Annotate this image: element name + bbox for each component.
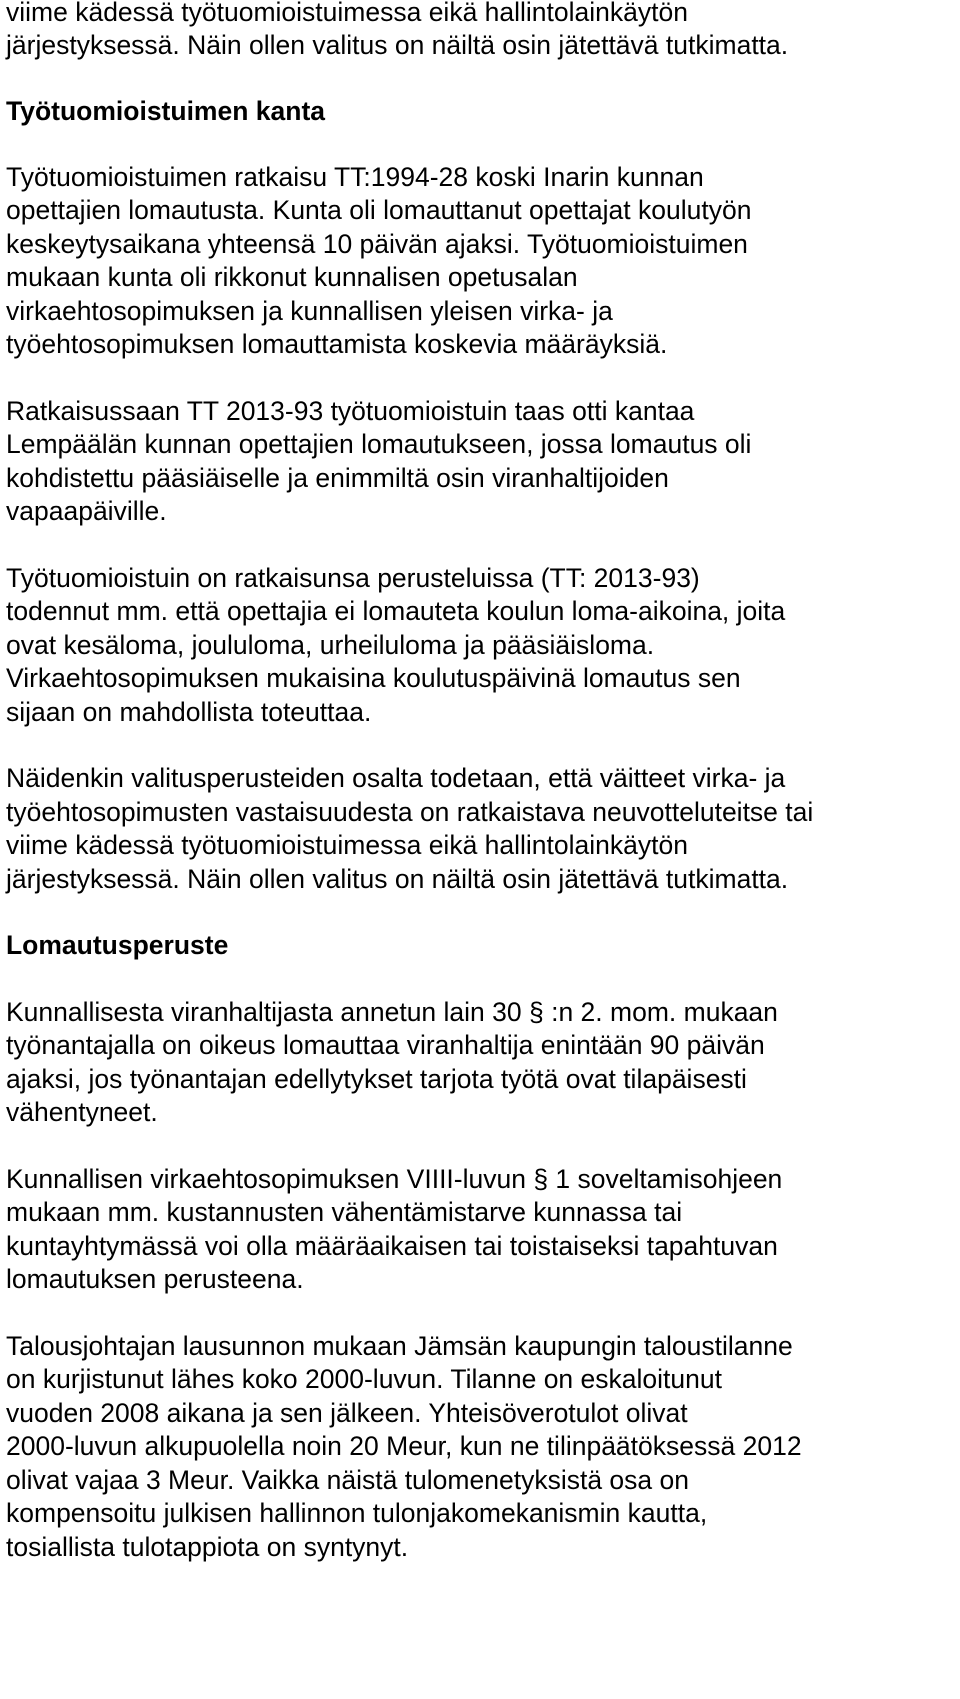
- text-line: Näidenkin valitusperusteiden osalta todetaan, että väitteet virka- ja: [6, 763, 786, 793]
- text-line: työehtosopimuksen lomauttamista koskevia määräyksiä.: [6, 329, 668, 359]
- text-line: ajaksi, jos työnantajan edellytykset tarjota työtä ovat tilapäisesti: [6, 1064, 747, 1094]
- text-line: opettajien lomautusta. Kunta oli lomauttanut opettajat koulutyön: [6, 195, 752, 225]
- text-line: 2000-luvun alkupuolella noin 20 Meur, kun ne tilinpäätöksessä 2012: [6, 1431, 802, 1461]
- text-line: Työtuomioistuimen ratkaisu TT:1994-28 koski Inarin kunnan: [6, 162, 704, 192]
- text-line: mukaan kunta oli rikkonut kunnalisen opetusalan: [6, 262, 578, 292]
- text-line: järjestyksessä. Näin ollen valitus on näiltä osin jätettävä tutkimatta.: [6, 30, 789, 60]
- text-line: vuoden 2008 aikana ja sen jälkeen. Yhteisöverotulot olivat: [6, 1398, 688, 1428]
- text-line: Talousjohtajan lausunnon mukaan Jämsän kaupungin taloustilanne: [6, 1331, 793, 1361]
- text-line: mukaan mm. kustannusten vähentämistarve kunnassa tai: [6, 1197, 683, 1227]
- text-line: Työtuomioistuin on ratkaisunsa perusteluissa (TT: 2013-93): [6, 563, 700, 593]
- text-line: lomautuksen perusteena.: [6, 1264, 304, 1294]
- text-line: viime kädessä työtuomioistuimessa eikä hallintolainkäytön: [6, 830, 688, 860]
- text-line: on kurjistunut lähes koko 2000-luvun. Tilanne on eskaloitunut: [6, 1364, 722, 1394]
- text-line: sijaan on mahdollista toteuttaa.: [6, 697, 372, 727]
- text-line: työnantajalla on oikeus lomauttaa viranhaltija enintään 90 päivän: [6, 1030, 765, 1060]
- text-line: Lempäälän kunnan opettajien lomautukseen, jossa lomautus oli: [6, 429, 752, 459]
- text-line: kompensoitu julkisen hallinnon tulonjakomekanismin kautta,: [6, 1498, 708, 1528]
- text-line: järjestyksessä. Näin ollen valitus on näiltä osin jätettävä tutkimatta.: [6, 864, 789, 894]
- text-line: Ratkaisussaan TT 2013-93 työtuomioistuin taas otti kantaa: [6, 396, 695, 426]
- text-line: Virkaehtosopimuksen mukaisina koulutuspäivinä lomautus sen: [6, 663, 741, 693]
- text-line: tosiallista tulotappiota on syntynyt.: [6, 1532, 409, 1562]
- text-line: vähentyneet.: [6, 1097, 158, 1127]
- text-line: ovat kesäloma, joululoma, urheiluloma ja pääsiäisloma.: [6, 630, 655, 660]
- text-line: viime kädessä työtuomioistuimessa eikä hallintolainkäytön: [6, 0, 688, 27]
- text-line: Kunnallisen virkaehtosopimuksen VIIII-luvun § 1 soveltamisohjeen: [6, 1164, 783, 1194]
- text-line: kuntayhtymässä voi olla määräaikaisen tai toistaiseksi tapahtuvan: [6, 1231, 778, 1261]
- text-line: todennut mm. että opettajia ei lomauteta koulun loma-aikoina, joita: [6, 596, 786, 626]
- text-line: olivat vajaa 3 Meur. Vaikka näistä tulomenetyksistä osa on: [6, 1465, 689, 1495]
- text-line: vapaapäiville.: [6, 496, 167, 526]
- text-line: työehtosopimusten vastaisuudesta on ratkaistava neuvotteluteitse tai: [6, 797, 814, 827]
- text-line: virkaehtosopimuksen ja kunnallisen yleisen virka- ja: [6, 296, 613, 326]
- text-line: keskeytysaikana yhteensä 10 päivän ajaksi. Työtuomioistuimen: [6, 229, 748, 259]
- text-line: kohdistettu pääsiäiselle ja enimmiltä osin viranhaltijoiden: [6, 463, 669, 493]
- text-line: Kunnallisesta viranhaltijasta annetun lain 30 § :n 2. mom. mukaan: [6, 997, 778, 1027]
- section-heading-lomautusperuste: Lomautusperuste: [6, 930, 229, 960]
- section-heading-tyotuomioistuimen-kanta: Työtuomioistuimen kanta: [6, 96, 326, 126]
